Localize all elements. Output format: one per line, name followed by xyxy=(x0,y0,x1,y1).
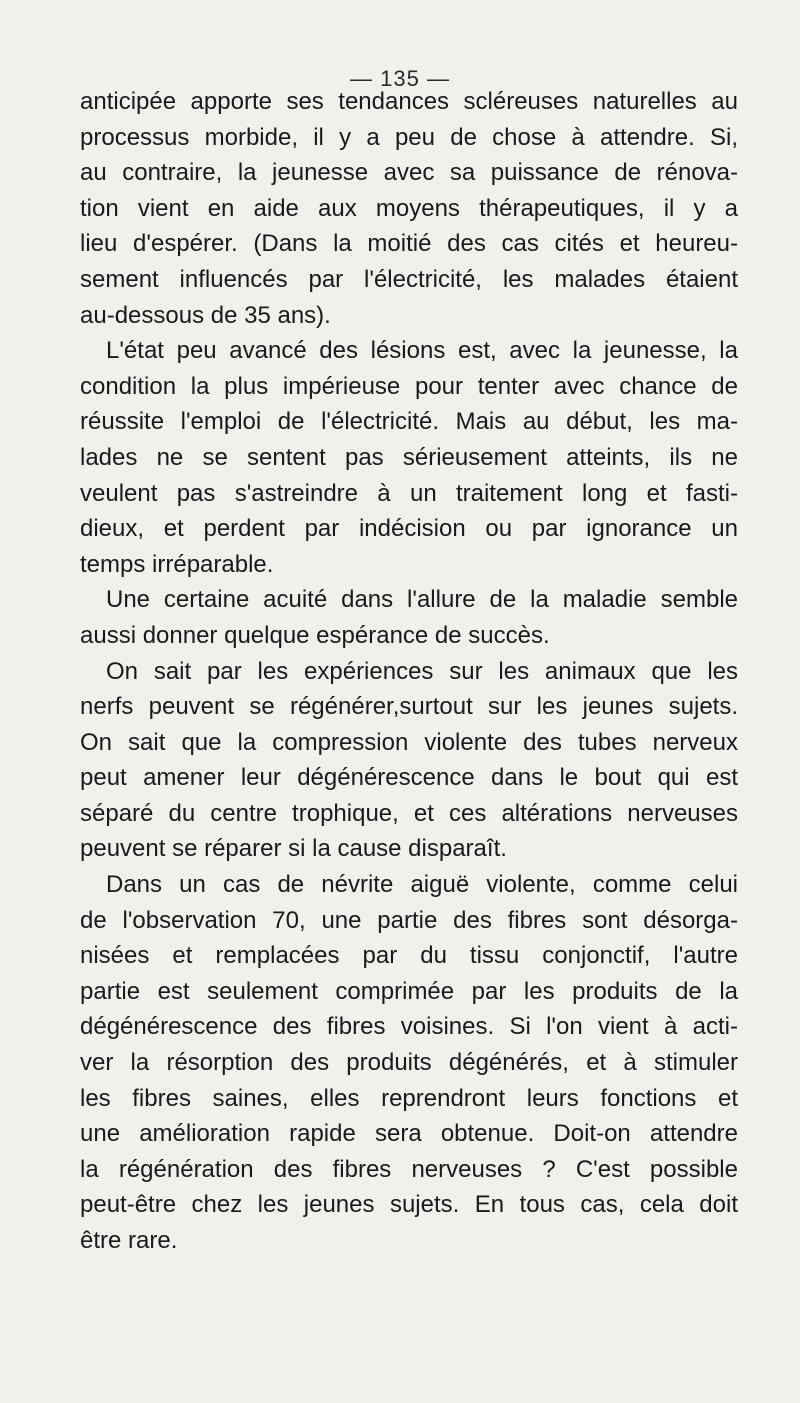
text-line: L'état peu avancé des lésions est, avec la jeunesse, la xyxy=(106,337,738,365)
text-line: une amélioration rapide sera obtenue. Doit-on attendre xyxy=(80,1120,738,1148)
text-line: les fibres saines, elles reprendront leurs fonctions et xyxy=(80,1084,738,1112)
text-line: ver la résorption des produits dégénérés, et à stimuler xyxy=(80,1049,738,1077)
text-line: sement influencés par l'électricité, les malades étaient xyxy=(80,265,738,293)
text-line: condition la plus impérieuse pour tenter avec chance de xyxy=(80,372,738,400)
text-line: aussi donner quelque espérance de succès. xyxy=(80,621,550,649)
text-line: processus morbide, il y a peu de chose à attendre. Si, xyxy=(80,123,738,151)
text-line: nerfs peuvent se régénérer,surtout sur les jeunes sujets. xyxy=(80,693,738,721)
text-line: séparé du centre trophique, et ces altérations nerveuses xyxy=(80,799,738,827)
text-line: au-dessous de 35 ans). xyxy=(80,301,331,329)
text-line: peuvent se réparer si la cause disparaît. xyxy=(80,835,507,863)
text-line: lades ne se sentent pas sérieusement atteints, ils ne xyxy=(80,443,738,471)
text-line: On sait par les expériences sur les animaux que les xyxy=(106,657,738,685)
text-line: dégénérescence des fibres voisines. Si l'on vient à acti- xyxy=(80,1013,738,1041)
text-line: veulent pas s'astreindre à un traitement long et fasti- xyxy=(80,479,738,507)
text-line: de l'observation 70, une partie des fibres sont désorga- xyxy=(80,906,738,934)
text-line: dieux, et perdent par indécision ou par ignorance un xyxy=(80,515,738,543)
text-line: peut-être chez les jeunes sujets. En tous cas, cela doit xyxy=(80,1191,738,1219)
text-line: réussite l'emploi de l'électricité. Mais au début, les ma- xyxy=(80,408,738,436)
text-line: Dans un cas de névrite aiguë violente, comme celui xyxy=(106,871,738,899)
text-line: nisées et remplacées par du tissu conjonctif, l'autre xyxy=(80,942,738,970)
text-line: peut amener leur dégénérescence dans le bout qui est xyxy=(80,764,738,792)
text-line: lieu d'espérer. (Dans la moitié des cas cités et heureu- xyxy=(80,230,738,258)
text-line: partie est seulement comprimée par les produits de la xyxy=(80,977,738,1005)
text-line: On sait que la compression violente des tubes nerveux xyxy=(80,728,738,756)
text-line: tion vient en aide aux moyens thérapeutiques, il y a xyxy=(80,194,738,222)
text-line: être rare. xyxy=(80,1227,178,1254)
text-line: anticipée apporte ses tendances scléreuses naturelles au xyxy=(80,88,738,115)
text-line: la régénération des fibres nerveuses ? C'est possible xyxy=(80,1155,738,1183)
page-number: — 135 — xyxy=(350,66,450,91)
body-text xyxy=(80,84,738,1259)
text-line: au contraire, la jeunesse avec sa puissance de rénova- xyxy=(80,159,738,187)
text-line: Une certaine acuité dans l'allure de la maladie semble xyxy=(106,586,738,614)
text-line: temps irréparable. xyxy=(80,550,274,578)
